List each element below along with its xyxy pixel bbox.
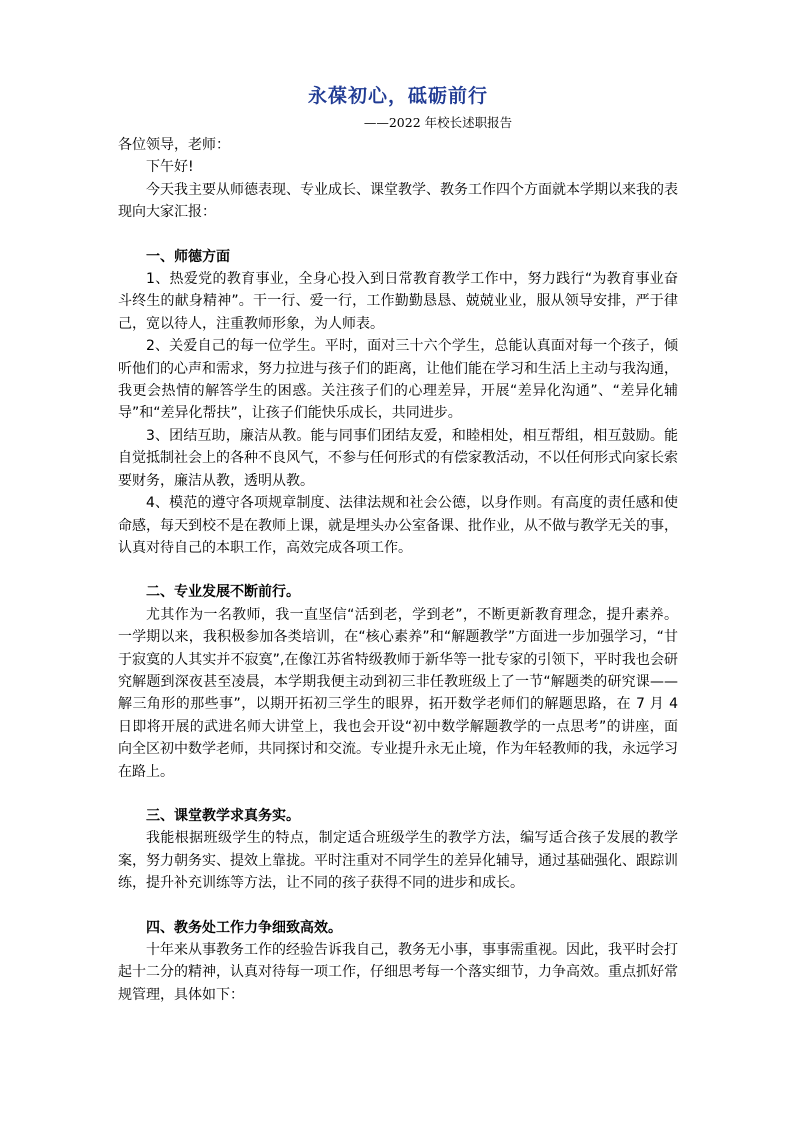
teaching-paragraph-1: 我能根据班级学生的特点，制定适合班级学生的教学方法，编写适合孩子发展的教学案，努力朝务实、提效上靠拢。平时注重对不同学生的差异化辅导，通过基础强化、跟踪训练，提升补充训练等方法，让不同的孩子获得不同的进步和成长。 bbox=[118, 830, 678, 892]
section-heading-teaching: 三、课堂教学求真务实。 bbox=[146, 807, 300, 824]
section-gap bbox=[118, 783, 678, 805]
section-heading-academic-affairs: 四、教务处工作力争细致高效。 bbox=[146, 919, 342, 936]
document-page bbox=[118, 82, 678, 1006]
ethics-paragraph-4: 4、模范的遵守各项规章制度、法律法规和社会公德，以身作则。有高度的责任感和使命感，每天到校不是在教师上课，就是埋头办公室备课、批作业，从不做与教学无关的事，认真对待自己的本职工作，高效完成各项工作。 bbox=[118, 495, 678, 556]
section-heading-ethics: 一、师德方面 bbox=[146, 248, 230, 265]
document-title: 永葆初心，砥砺前行 bbox=[307, 85, 488, 107]
ethics-paragraph-1: 1、热爱党的教育事业，全身心投入到日常教育教学工作中，努力践行“为教育事业奋斗终生的献身精神”。干一行、爱一行，工作勤勤恳恳、兢兢业业，服从领导安排，严于律己，宽以待人，注重教师形象，为人师表。 bbox=[118, 271, 678, 332]
academic-affairs-paragraph-1: 十年来从事教务工作的经验告诉我自己，教务无小事，事事需重视。因此，我平时会打起十二分的精神，认真对待每一项工作，仔细思考每一个落实细节，力争高效。重点抓好常规管理，具体如下： bbox=[118, 942, 678, 1003]
document-subtitle: ——2022 年校长述职报告 bbox=[363, 115, 513, 130]
section-heading-professional: 二、专业发展不断前行。 bbox=[146, 584, 300, 601]
intro-paragraph: 今天我主要从师德表现、专业成长、课堂教学、教务工作四个方面就本学期以来我的表现向大家汇报： bbox=[118, 181, 678, 221]
section-gap bbox=[118, 224, 678, 246]
greeting: 下午好! bbox=[146, 159, 194, 176]
professional-paragraph-1: 尤其作为一名教师，我一直坚信“活到老，学到老”，不断更新教育理念，提升素养。一学期以来，我积极参加各类培训，在“核心素养”和“解题教学”方面进一步加强学习，“甘于寂寞的人其实并不寂寞”,在像江苏省特级教师于新华等一批专家的引领下，平时我也会研究解题到深夜甚至凌晨，本学期我便主动到初三非任教班级上了一节“解题类的研究课——解三角形的那些事”，以期开拓初三学生的眼界，拓开数学老师们的解题思路，在 7 月 4 日即将开展的武进名师大讲堂上，我也会开设“初中数学解题教学的一点思考”的讲座，面向全区初中数学老师，共同探讨和交流。专业提升永无止境，作为年轻教师的我，永远学习在路上。 bbox=[118, 606, 678, 780]
section-gap bbox=[118, 895, 678, 917]
section-gap bbox=[118, 559, 678, 581]
ethics-paragraph-2: 2、关爱自己的每一位学生。平时，面对三十六个学生，总能认真面对每一个孩子，倾听他们的心声和需求，努力拉进与孩子们的距离，让他们能在学习和生活上主动与我沟通，我更会热情的解答学生的困惑。关注孩子们的心理差异，开展“差异化沟通”、“差异化辅导”和“差异化帮扶”，让孩子们能快乐成长，共同进步。 bbox=[118, 338, 678, 422]
salutation: 各位领导，老师： bbox=[118, 137, 230, 153]
ethics-paragraph-3: 3、团结互助，廉洁从教。能与同事们团结友爱，和睦相处，相互帮组，相互鼓励。能自觉抵制社会上的各种不良风气，不参与任何形式的有偿家教活动，不以任何形式向家长索要财务，廉洁从教，透明从教。 bbox=[118, 427, 678, 489]
